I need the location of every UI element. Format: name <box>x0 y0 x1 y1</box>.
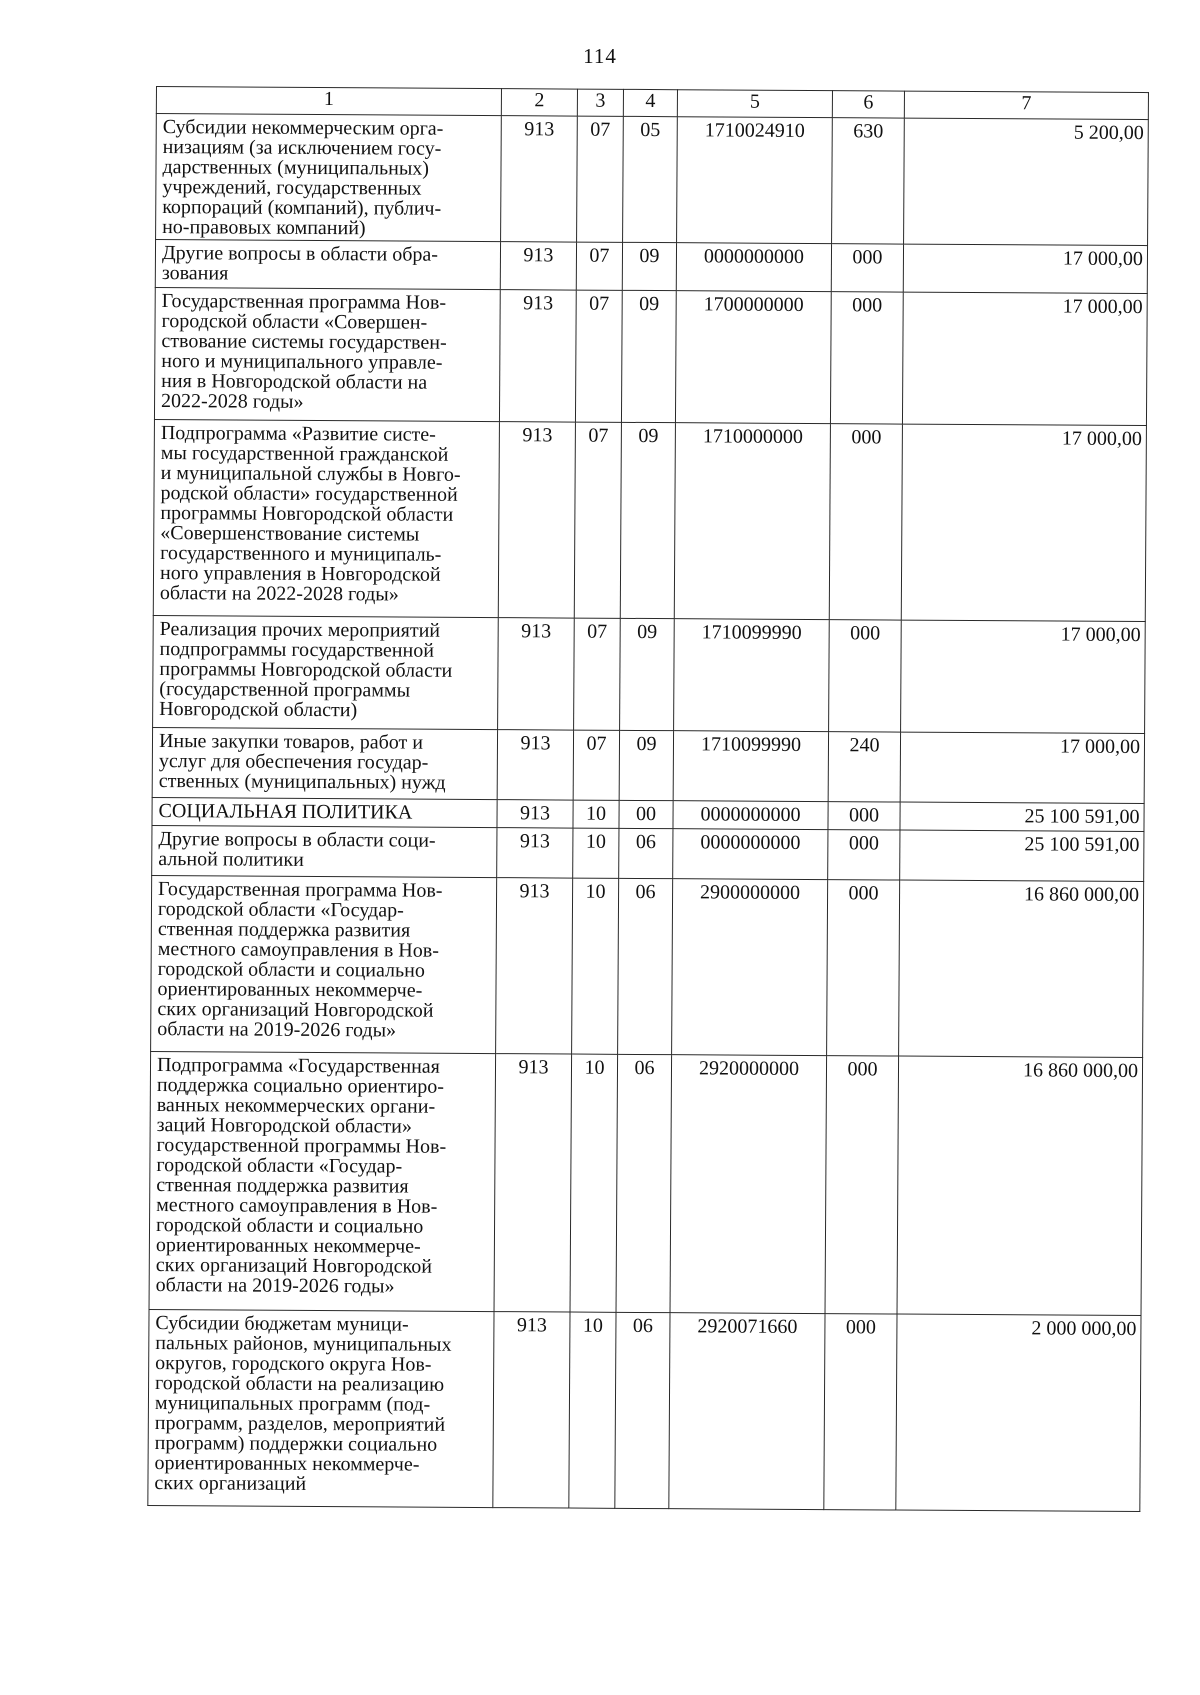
row-name-line: городской области «Совершен- <box>161 310 428 334</box>
table-row <box>153 419 1146 621</box>
row-section: 07 <box>575 290 622 422</box>
row-admin-code: 913 <box>497 800 573 828</box>
table-row <box>151 875 1144 1057</box>
row-name <box>155 240 500 290</box>
row-admin-code: 913 <box>498 422 575 618</box>
row-name-line: ственная поддержка развития <box>156 1174 409 1198</box>
row-section: 10 <box>572 878 619 1054</box>
row-name <box>152 825 497 877</box>
row-name <box>151 875 497 1053</box>
row-name-line: области на 2019-2026 годы» <box>157 1018 397 1042</box>
row-amount: 5 200,00 <box>904 118 1149 245</box>
row-name-line: мы государственной гражданской <box>160 442 449 466</box>
row-name-line: программ, разделов, мероприятий <box>154 1412 446 1436</box>
row-expense-type: 000 <box>827 880 900 1056</box>
row-expense-type: 000 <box>825 1056 899 1314</box>
table-body <box>148 114 1148 1512</box>
row-subsection: 06 <box>615 1312 670 1508</box>
row-section: 10 <box>573 828 619 878</box>
row-name-line: «Совершенствование системы <box>160 522 420 546</box>
row-name-line: программы Новгородской области <box>159 658 453 682</box>
row-name-line: местного самоуправления в Нов- <box>156 1194 438 1218</box>
row-name-line: зования <box>161 262 229 285</box>
row-amount: 2 000 000,00 <box>896 1314 1141 1511</box>
row-amount: 17 000,00 <box>901 424 1146 621</box>
row-name-line: Государственная программа Нов- <box>161 290 447 314</box>
row-name-line: Другие вопросы в области соци- <box>158 828 436 852</box>
row-section: 07 <box>573 730 619 800</box>
row-name-line: альной политики <box>158 848 304 871</box>
row-name-line: Новгородской области) <box>159 698 358 722</box>
table-row <box>154 287 1147 425</box>
row-name-line: корпораций (компаний), публич- <box>162 196 442 220</box>
row-name-line: ориентированных некоммерче- <box>155 1234 421 1258</box>
row-section: 07 <box>577 116 624 242</box>
row-name-line: Иные закупки товаров, работ и <box>158 730 424 754</box>
table-row <box>152 825 1144 881</box>
column-header: 1 <box>156 87 501 116</box>
row-admin-code: 913 <box>497 730 573 800</box>
row-subsection: 00 <box>619 800 673 828</box>
row-name-line: Субсидии бюджетам муници- <box>155 1312 409 1336</box>
row-target-article: 1700000000 <box>675 291 831 424</box>
row-name-line: учреждений, государственных <box>162 176 422 200</box>
row-target-article: 0000000000 <box>673 801 828 830</box>
row-target-article: 2920071660 <box>669 1313 825 1510</box>
row-name-line: Подпрограмма «Государственная <box>156 1054 440 1078</box>
row-admin-code: 913 <box>499 290 576 422</box>
row-name-line: Субсидии некоммерческим орга- <box>162 116 444 140</box>
row-name-line: услуг для обеспечения государ- <box>158 750 429 774</box>
row-name-line: ориентированных некоммерче- <box>157 978 423 1002</box>
row-amount: 16 860 000,00 <box>897 1056 1143 1315</box>
row-name <box>153 419 499 617</box>
row-section: 07 <box>574 618 621 730</box>
row-target-article: 1710000000 <box>674 423 830 620</box>
row-name-line: ственная поддержка развития <box>157 918 411 942</box>
row-name-line: Подпрограмма «Развитие систе- <box>160 422 436 446</box>
row-name <box>149 1051 496 1311</box>
row-name-line: ванных некоммерческих органи- <box>156 1094 436 1118</box>
row-name-line: пальных районов, муниципальных <box>155 1332 452 1356</box>
row-name-line: Другие вопросы в области обра- <box>161 242 439 266</box>
row-subsection: 09 <box>622 242 676 290</box>
table-row <box>152 727 1144 803</box>
budget-table <box>147 86 1149 1512</box>
table-row <box>149 1051 1143 1315</box>
table-row <box>155 240 1147 294</box>
row-target-article: 1710024910 <box>677 117 833 244</box>
row-section: 10 <box>569 1312 616 1508</box>
row-section: 10 <box>573 800 619 828</box>
row-target-article: 1710099990 <box>674 619 830 732</box>
row-name-line: СОЦИАЛЬНАЯ ПОЛИТИКА <box>158 800 413 824</box>
row-name-line: но-правовых компаний) <box>162 216 366 240</box>
row-subsection: 09 <box>619 730 673 800</box>
row-expense-type: 000 <box>829 620 902 732</box>
row-admin-code: 913 <box>498 618 575 730</box>
row-subsection: 06 <box>619 828 673 878</box>
row-expense-type: 000 <box>824 1314 897 1510</box>
row-name-line: Государственная программа Нов- <box>158 878 443 902</box>
row-expense-type: 630 <box>832 118 905 244</box>
row-amount: 17 000,00 <box>901 620 1146 733</box>
row-amount: 17 000,00 <box>903 244 1147 293</box>
row-admin-code: 913 <box>500 242 576 290</box>
row-target-article: 2920000000 <box>670 1055 827 1314</box>
row-name-line: (государственной программы <box>159 678 411 702</box>
row-expense-type: 000 <box>830 292 903 424</box>
row-name-line: родской области» государственной <box>160 482 458 506</box>
page-number: 114 <box>583 44 617 68</box>
column-header: 4 <box>623 89 677 116</box>
row-name-line: программы Новгородской области <box>160 502 454 526</box>
row-name-line: заций Новгородской области» <box>156 1114 412 1138</box>
row-admin-code: 913 <box>497 828 573 878</box>
row-name-line: дарственных (муниципальных) <box>162 156 430 180</box>
row-name-line: программ) поддержки социально <box>154 1432 438 1456</box>
column-header: 5 <box>677 90 832 118</box>
column-header: 2 <box>501 89 577 116</box>
row-expense-type: 000 <box>831 244 903 292</box>
row-name-line: ственных (муниципальных) нужд <box>158 770 446 794</box>
row-name-line: городской области «Государ- <box>156 1154 403 1178</box>
row-name <box>156 114 502 242</box>
column-header: 7 <box>904 91 1148 119</box>
row-expense-type: 000 <box>828 802 900 830</box>
table-row <box>153 615 1146 733</box>
table-row <box>156 114 1149 246</box>
row-target-article: 0000000000 <box>673 829 828 880</box>
row-name-line: ния в Новгородской области на <box>161 370 428 394</box>
row-name <box>153 615 499 729</box>
column-header: 6 <box>832 91 904 118</box>
row-admin-code: 913 <box>494 1054 572 1312</box>
row-amount: 25 100 591,00 <box>900 802 1144 831</box>
row-name-line: ских организаций Новгородской <box>157 998 434 1022</box>
row-admin-code: 913 <box>496 878 573 1054</box>
row-subsection: 09 <box>620 618 675 730</box>
row-amount: 25 100 591,00 <box>900 830 1144 881</box>
row-target-article: 1710099990 <box>673 731 828 802</box>
row-name-line: и муниципальной службы в Новго- <box>160 462 461 486</box>
row-amount: 16 860 000,00 <box>899 880 1144 1057</box>
row-name-line: городской области «Государ- <box>157 898 404 922</box>
row-subsection: 09 <box>620 422 675 618</box>
row-target-article: 0000000000 <box>676 243 831 292</box>
row-name-line: ного и муниципального управле- <box>161 350 443 374</box>
row-name-line: местного самоуправления в Нов- <box>157 938 439 962</box>
row-amount: 17 000,00 <box>902 292 1147 425</box>
row-name-line: ских организаций <box>154 1472 307 1495</box>
row-name-line: городской области на реализацию <box>155 1372 445 1396</box>
row-admin-code: 913 <box>501 116 578 242</box>
row-name-line: ских организаций Новгородской <box>155 1254 433 1278</box>
row-name-line: городской области и социально <box>157 958 425 982</box>
row-name-line: поддержка социально ориентиро- <box>156 1074 444 1098</box>
row-name <box>152 727 497 799</box>
row-name-line: 2022-2028 годы» <box>161 390 304 413</box>
row-name-line: муниципальных программ (под- <box>154 1392 431 1416</box>
row-name-line: государственного и муниципаль- <box>160 542 442 566</box>
row-name-line: Реализация прочих мероприятий <box>159 618 441 642</box>
row-name-line: округов, городского округа Нов- <box>155 1352 432 1376</box>
row-name <box>152 797 497 827</box>
row-name-line: подпрограммы государственной <box>159 638 434 662</box>
row-name-line: государственной программы Нов- <box>156 1134 447 1158</box>
row-name-line: области на 2019-2026 годы» <box>155 1274 395 1298</box>
row-name-line: ориентированных некоммерче- <box>154 1452 420 1476</box>
row-amount: 17 000,00 <box>900 732 1144 803</box>
row-name-line: городской области и социально <box>155 1214 424 1238</box>
row-expense-type: 240 <box>828 732 900 802</box>
row-name-line: ного управления в Новгородской <box>159 562 441 586</box>
row-admin-code: 913 <box>493 1312 570 1508</box>
table-row <box>148 1309 1141 1511</box>
row-section: 10 <box>570 1054 618 1312</box>
row-name-line: ствование системы государствен- <box>161 330 447 354</box>
row-subsection: 06 <box>618 878 673 1054</box>
row-expense-type: 000 <box>828 830 900 880</box>
row-expense-type: 000 <box>829 424 902 620</box>
row-name-line: области на 2022-2028 годы» <box>159 582 399 606</box>
row-name-line: низациям (за исключением госу- <box>162 136 442 160</box>
row-name <box>148 1309 494 1507</box>
column-header: 3 <box>577 89 623 116</box>
row-subsection: 06 <box>616 1054 672 1312</box>
row-section: 07 <box>574 422 621 618</box>
row-subsection: 05 <box>623 116 678 242</box>
row-section: 07 <box>576 242 622 290</box>
row-name <box>154 287 500 421</box>
row-subsection: 09 <box>621 290 676 422</box>
row-target-article: 2900000000 <box>672 879 828 1056</box>
